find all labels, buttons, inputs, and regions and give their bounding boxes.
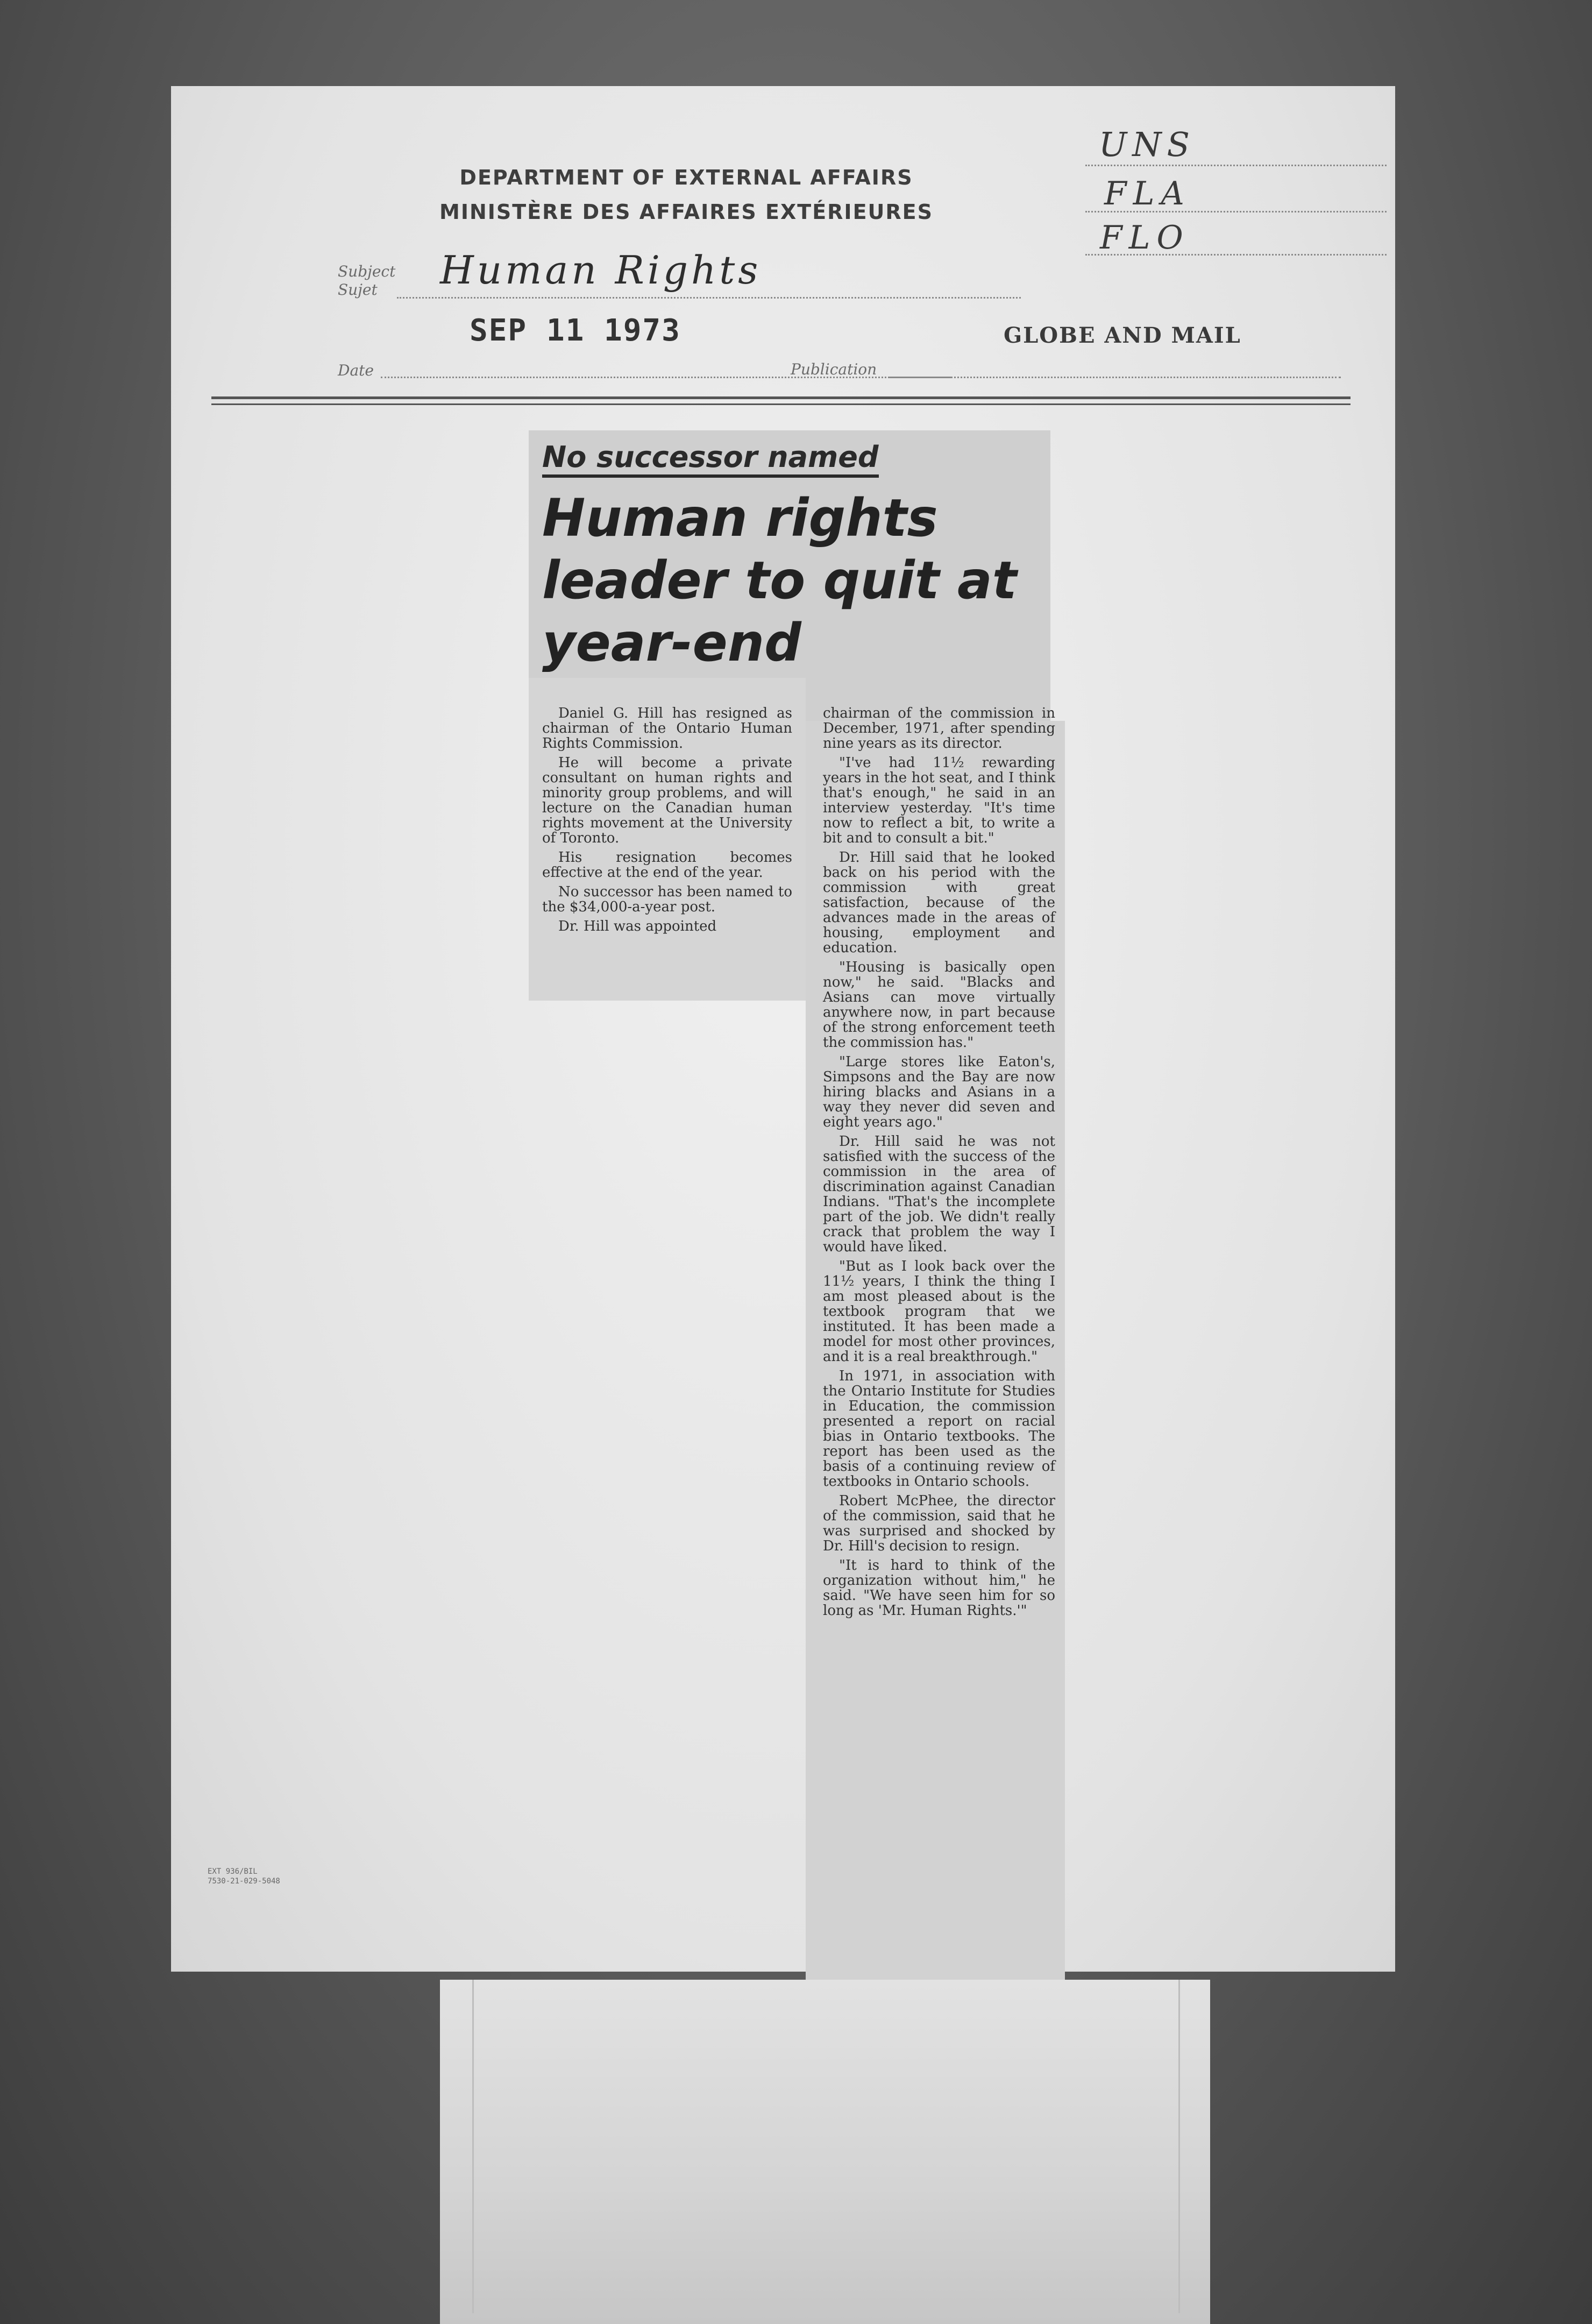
publication-rule (889, 377, 1341, 378)
subject-value: Human Rights (440, 247, 762, 293)
article-paragraph: No successor has been named to the $34,000-a-year post. (542, 884, 792, 915)
article-paragraph: "Large stores like Eaton's, Simpsons and the Bay are now hiring blacks and Asians in a way they never did seven and eight years ago." (823, 1054, 1055, 1130)
date-stamp: SEP 11 1973 (470, 313, 681, 348)
document-sheet (171, 86, 1395, 1972)
article-paragraph: "It is hard to think of the organization without him," he said. "We have seen him for so long as 'Mr. Human Rights.'" (823, 1557, 1055, 1619)
date-label: Date (338, 362, 374, 379)
article-paragraph: Dr. Hill said that he looked back on his period with the commission with great satisfaction, because of the advances made in the areas of housing, employment and education. (823, 849, 1055, 956)
header-divider-2 (211, 403, 1351, 405)
handwritten-note-2: FLA (1104, 175, 1191, 212)
header-divider (211, 396, 1351, 399)
article-paragraph: "But as I look back over the 11½ years, I think the thing I am most pleased about is the textbook program that we instituted. It has been made a model for most other provinces, and it is a real breakthrough." (823, 1258, 1055, 1365)
article-paragraph: "I've had 11½ rewarding years in the hot seat, and I think that's enough," he said in an interview yesterday. "It's time now to reflect a bit, to write a bit and to consult a bit." (823, 755, 1055, 846)
article-kicker: No successor named (542, 441, 879, 478)
department-header-en: DEPARTMENT OF EXTERNAL AFFAIRS (459, 166, 913, 189)
subject-label: Subject (338, 263, 396, 280)
publication-value: GLOBE AND MAIL (1004, 323, 1241, 348)
article-paragraph: chairman of the commission in December, 1971, after spending nine years as its director. (823, 705, 1055, 752)
article-column-2 (823, 706, 1055, 1622)
article-paragraph: In 1971, in association with the Ontario Institute for Studies in Education, the commission presented a report on racial bias in Ontario textbooks. The report has been used as the basis of a continuing review of textbooks in Ontario schools. (823, 1368, 1055, 1490)
article-paragraph: His resignation becomes effective at the end of the year. (542, 849, 792, 881)
note-rule-2 (1085, 211, 1387, 212)
article-paragraph: "Housing is basically open now," he said. "Blacks and Asians can move virtually anywhere now, in part because of the strong enforcement teeth the commission has." (823, 959, 1055, 1051)
article-paragraph: Robert McPhee, the director of the commission, said that he was surprised and shocked by Dr. Hill's decision to resign. (823, 1493, 1055, 1554)
article-paragraph: Daniel G. Hill has resigned as chairman of the Ontario Human Rights Commission. (542, 705, 792, 752)
department-header-fr: MINISTÈRE DES AFFAIRES EXTÉRIEURES (439, 200, 933, 224)
article-paragraph: He will become a private consultant on human rights and minority group problems, and will lecture on the Canadian human rights movement at the University of Toronto. (542, 755, 792, 846)
subject-label-fr: Sujet (338, 281, 378, 299)
article-headline: Human rights leader to quit at year-end (542, 488, 1017, 673)
article-paragraph: Dr. Hill said he was not satisfied with the success of the commission in the area of discrimination against Canadian Indians. "That's the incomplete part of the job. We didn't really crack that problem the way I would have liked. (823, 1133, 1055, 1255)
form-code: EXT 936/BIL 7530-21-029-5048 (208, 1867, 280, 1886)
subject-rule (397, 297, 1021, 299)
note-rule-3 (1085, 254, 1387, 256)
publication-label: Publication (791, 360, 877, 378)
handwritten-note-1: UNS (1099, 125, 1195, 164)
article-column-1 (542, 706, 792, 938)
folder-tab-inner (472, 1980, 1180, 2313)
note-rule-1 (1085, 165, 1387, 166)
folder-tab (440, 1980, 1210, 2324)
article-paragraph: Dr. Hill was appointed (558, 918, 717, 934)
handwritten-note-3: FLO (1100, 219, 1190, 257)
